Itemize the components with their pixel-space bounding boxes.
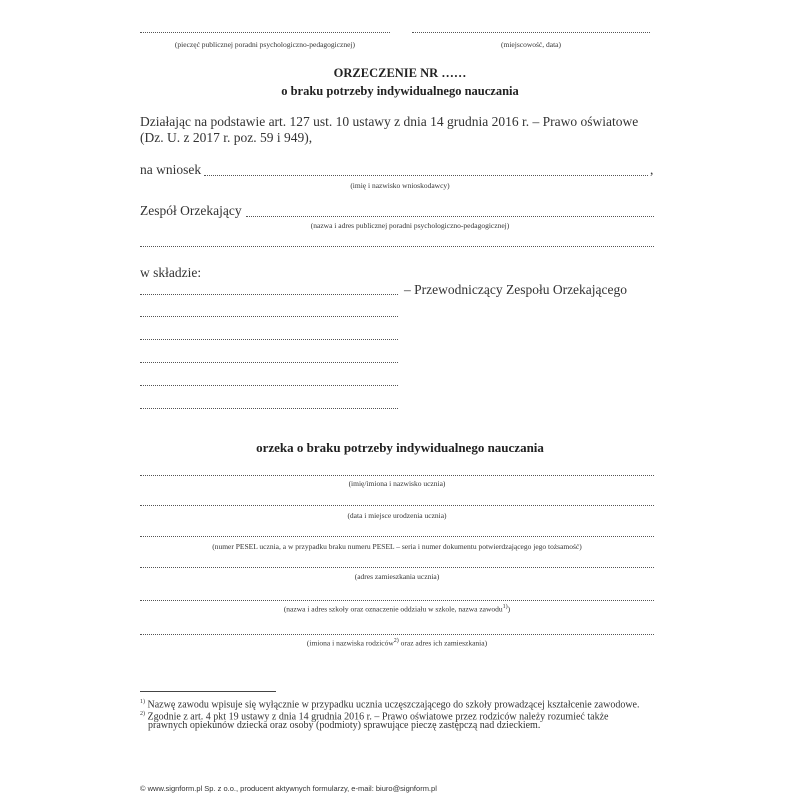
footnote-2-line1: Zgodnie z art. 4 pkt 19 ustawy z dnia 14 grudnia 2016 r. – Prawo oświatowe przez rodziców należy rozumieć także [147, 711, 609, 723]
student-birth-line[interactable] [140, 505, 654, 506]
student-name-caption: (imię/imiona i nazwisko ucznia) [348, 479, 446, 488]
place-date-field-line[interactable] [412, 32, 650, 33]
member-field-line-4[interactable] [140, 385, 398, 386]
student-address-caption: (adres zamieszkania ucznia) [354, 572, 440, 581]
stamp-field-line[interactable] [140, 32, 390, 33]
footnote-separator [140, 691, 276, 692]
school-caption: (nazwa i adres szkoły oraz oznaczenie oddziału w szkole, nazwa zawodu$^{1)}$) [283, 604, 511, 614]
parents-caption: (imiona i nazwiska rodziców$^{2)}$ oraz adres ich zamieszkania) [306, 638, 488, 648]
legal-basis-line1: Działając na podstawie art. 127 ust. 10 ustawy z dnia 14 grudnia 2016 r. – Prawo oświatowe [140, 114, 639, 129]
decision-heading: orzeka o braku potrzeby indywidualnego nauczania [256, 440, 544, 455]
student-birth-caption: (data i miejsce urodzenia ucznia) [347, 511, 447, 520]
legal-basis-line2: (Dz. U. z 2017 r. poz. 59 i 949), [140, 130, 313, 145]
member-field-line-2[interactable] [140, 339, 398, 340]
student-pesel-line[interactable] [140, 536, 654, 537]
school-line[interactable] [140, 600, 654, 601]
place-date-caption: (miejscowość, data) [501, 40, 561, 49]
chair-role-label: – Przewodniczący Zespołu Orzekającego [404, 282, 628, 297]
stamp-caption: (pieczęć publicznej poradni psychologiczno-pedagogicznej) [174, 40, 356, 49]
team-field-line-2[interactable] [140, 246, 654, 247]
student-pesel-caption: (numer PESEL ucznia, a w przypadku braku numeru PESEL – seria i numer dokumentu potwierdzającego jego tożsamość) [212, 542, 582, 551]
chair-field-line[interactable] [140, 294, 398, 295]
document-title: ORZECZENIE NR …… [333, 66, 467, 80]
footnote-1-text: Nazwę zawodu wpisuje się wyłącznie w przypadku ucznia uczęszczającego do szkoły prowadzącej kształcenie zawodowe. [147, 699, 640, 711]
student-address-line[interactable] [140, 567, 654, 568]
team-field-line[interactable] [246, 216, 654, 217]
request-caption: (imię i nazwisko wnioskodawcy) [350, 181, 450, 190]
document-subtitle: o braku potrzeby indywidualnego nauczania [281, 84, 519, 98]
parents-line[interactable] [140, 634, 654, 635]
footnote-2-mark: 2) [140, 711, 145, 717]
member-field-line-3[interactable] [140, 362, 398, 363]
composition-label: w składzie: [140, 265, 202, 280]
request-label: na wniosek [140, 162, 202, 177]
member-field-line-1[interactable] [140, 316, 398, 317]
member-field-line-5[interactable] [140, 408, 398, 409]
footnote-2-continuation: prawnych opiekunów dziecka oraz osoby (podmioty) sprawujące pieczę zastępczą nad dzieckiem. [148, 720, 541, 731]
request-trailing-comma: , [650, 162, 654, 177]
page-footer: © www.signform.pl Sp. z o.o., producent aktywnych formularzy, e-mail: biuro@signform.pl [140, 784, 437, 793]
footnote-1-mark: 1) [140, 699, 145, 705]
request-field-line[interactable] [204, 175, 648, 176]
team-caption: (nazwa i adres publicznej poradni psychologiczno-pedagogicznej) [310, 221, 510, 230]
student-name-line[interactable] [140, 475, 654, 476]
team-label: Zespół Orzekający [140, 203, 242, 218]
